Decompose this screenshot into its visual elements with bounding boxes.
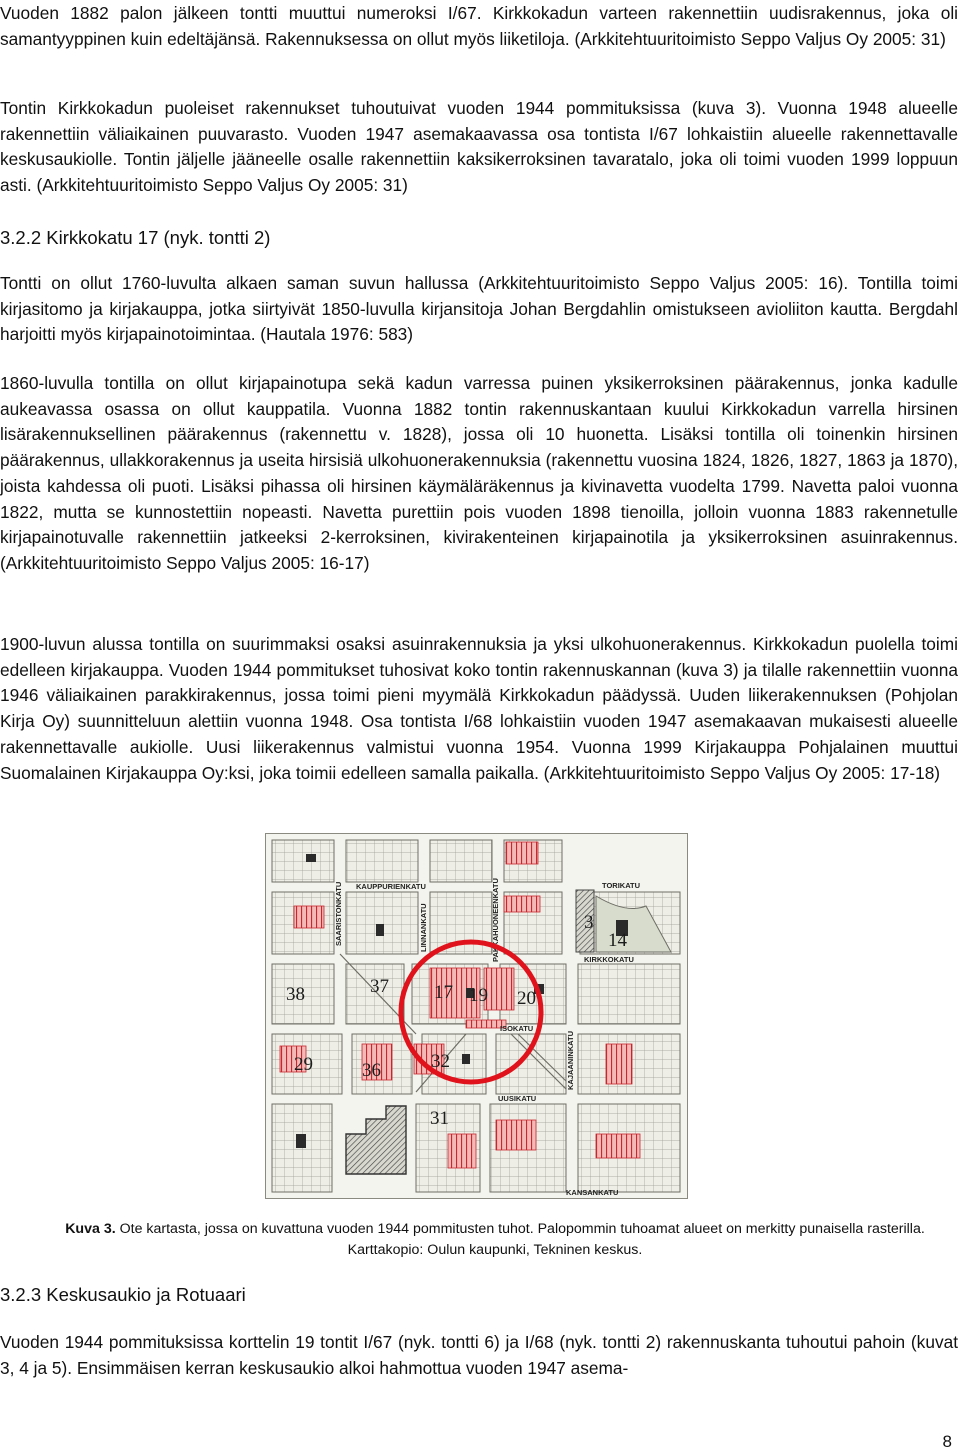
section-322-paragraph-3 — [0, 632, 958, 786]
block-label-19: 19 — [469, 985, 488, 1006]
block-label-32: 32 — [431, 1051, 450, 1072]
block-label-31: 31 — [430, 1108, 449, 1129]
street-label-saaristonkatu: SAARISTONKATU — [334, 881, 343, 946]
street-label-kauppurienkatu: KAUPPURIENKATU — [356, 882, 426, 891]
street-label-kajaaninkatu: KAJAANINKATU — [566, 1030, 575, 1090]
block-label-37: 37 — [370, 976, 389, 997]
block-label-17: 17 — [434, 982, 453, 1003]
block-label-36: 36 — [362, 1060, 381, 1081]
street-label-pakkahuoneenkatu: PAKKAHUONEENKATU — [491, 878, 500, 962]
figure-caption — [40, 1219, 950, 1261]
block-label-29: 29 — [294, 1054, 313, 1075]
section-322-text-2: 1860-luvulla tontilla on ollut kirjapainotupa sekä kadun varressa puinen yksikerroksinen päärakennus, jonka kadulle aukeavassa osassa on ollut kauppatila. Vuonna 1882 tontin rakennuskantaan kuului Kirkkokadun varrella hirsinen lisärakennuksellinen päärakennus (rakennettu v. 1828), jossa oli 10 huonetta. Lisäksi tontilla oli toinenkin hirsinen päärakennus, ullakkorakennus ja useita hirsisiä ulkohuonerakennuksia (rakennettu vuosina 1824, 1826, 1827, 1863 ja 1870), joista kahdessa oli puoti. Lisäksi pihassa oli hirsinen käymäläräkennus ja kivinavetta vuodelta 1799. Navetta paloi vuonna 1822, mutta se kunnostettiin nopeasti. Navetta purettiin pois vuoden 1898 tienoilla, jolloin vuonna 1883 rakennetulle kirjapainotuvalle rakennettiin jatkeeksi 2-kerroksinen, kivirakenteinen kirjapainotila ja yksikerroksinen asuinrakennus. (Arkkitehtuuritoimisto Seppo Valjus 2005: 16-17) — [0, 373, 958, 573]
section-322-heading: 3.2.2 Kirkkokatu 17 (nyk. tontti 2) — [0, 227, 271, 248]
bombing-damage-map — [265, 833, 688, 1199]
section-323-heading: 3.2.3 Keskusaukio ja Rotuaari — [0, 1284, 246, 1305]
destruction-paragraph — [0, 96, 958, 199]
intro-paragraph — [0, 1, 958, 52]
section-322-paragraph-2 — [0, 371, 958, 577]
street-label-linnankatu: LINNANKATU — [419, 903, 428, 952]
section-322-text-1: Tontti on ollut 1760-luvulta alkaen saman suvun hallussa (Arkkitehtuuritoimisto Seppo Valjus 2005: 16). Tontilla toimi kirjasitomo ja kirjakauppa, jotka siirtyivät 1850-luvulla kirjansitoja Johan Bergdahlin omistukseen avioliiton kautta. Bergdahl harjoitti myös kirjapainotoimintaa. (Hautala 1976: 583) — [0, 273, 958, 345]
street-label-kansankatu: KANSANKATU — [566, 1188, 619, 1197]
caption-text: Ote kartasta, jossa on kuvattuna vuoden 1944 pommitusten tuhot. Palopommin tuhoamat alueet on merkitty punaisella rasterilla. Karttakopio: Oulun kaupunki, Tekninen keskus. — [115, 1221, 925, 1258]
street-label-torikatu: TORIKATU — [602, 881, 641, 890]
destruction-text: Tontin Kirkkokadun puoleiset rakennukset tuhoutuivat vuoden 1944 pommituksissa (kuva 3). Vuonna 1948 alueelle rakennettiin väliaikainen puuvarasto. Vuoden 1947 asemakaavassa osa tontista I/67 lohkaistiin alueelle rakennettavalle keskusaukiolle. Tontin jäljelle jääneelle osalle rakennettiin kaksikerroksinen tavaratalo, joka oli toimi vuoden 1999 loppuun asti. (Arkkitehtuuritoimisto Seppo Valjus Oy 2005: 31) — [0, 98, 958, 196]
block-label-38: 38 — [286, 984, 305, 1005]
street-label-kirkkokatu: KIRKKOKATU — [584, 955, 634, 964]
caption-label: Kuva 3. — [65, 1221, 116, 1237]
page-number: 8 — [942, 1432, 952, 1451]
block-label-3: 3 — [584, 912, 594, 933]
block-label-20: 20 — [517, 988, 536, 1009]
map-svg — [266, 834, 687, 1198]
section-323-paragraph-1 — [0, 1330, 958, 1381]
street-label-uusikatu: UUSIKATU — [498, 1094, 537, 1103]
block-label-14: 14 — [608, 930, 627, 951]
section-322-paragraph-1 — [0, 271, 958, 348]
section-322-text-3: 1900-luvun alussa tontilla on suurimmaksi osaksi asuinrakennuksia ja yksi ulkohuonerakennus. Kirkkokadun puolella toimi edelleen kirjakauppa. Vuoden 1944 pommitukset tuhosivat koko tontin rakennuskannan (kuva 3) ja tilalle rakennettiin vuonna 1946 väliaikainen parakkirakennus, jossa toimi pieni myymälä Kirkkokadun päädyssä. Uuden liikerakennuksen (Pohjolan Kirja Oy) suunnitteluun alettiin vuonna 1948. Osa tontista I/68 lohkaistiin vuoden 1947 asemakaavan mukaisesti alueelle rakennettavalle aukiolle. Uusi liikerakennus valmistui vuonna 1954. Vuonna 1999 Kirjakauppa Pohjalainen muuttui Suomalainen Kirjakauppa Oy:ksi, joka toimii edelleen samalla paikalla. (Arkkitehtuuritoimisto Seppo Valjus Oy 2005: 17-18) — [0, 634, 958, 783]
section-323-text-1: Vuoden 1944 pommituksissa korttelin 19 tontit I/67 (nyk. tontti 6) ja I/68 (nyk. tontti 2) rakennuskanta tuhoutui pahoin (kuvat 3, 4 ja 5). Ensimmäisen kerran keskusaukio alkoi hahmottua vuoden 1947 asema- — [0, 1332, 958, 1378]
intro-text: Vuoden 1882 palon jälkeen tontti muuttui numeroksi I/67. Kirkkokadun varteen rakennettiin uudisrakennus, joka oli samantyyppinen kuin edeltäjänsä. Rakennuksessa on ollut myös liiketiloja. (Arkkitehtuuritoimisto Seppo Valjus Oy 2005: 31) — [0, 3, 958, 49]
street-label-isokatu: ISOKATU — [500, 1024, 534, 1033]
